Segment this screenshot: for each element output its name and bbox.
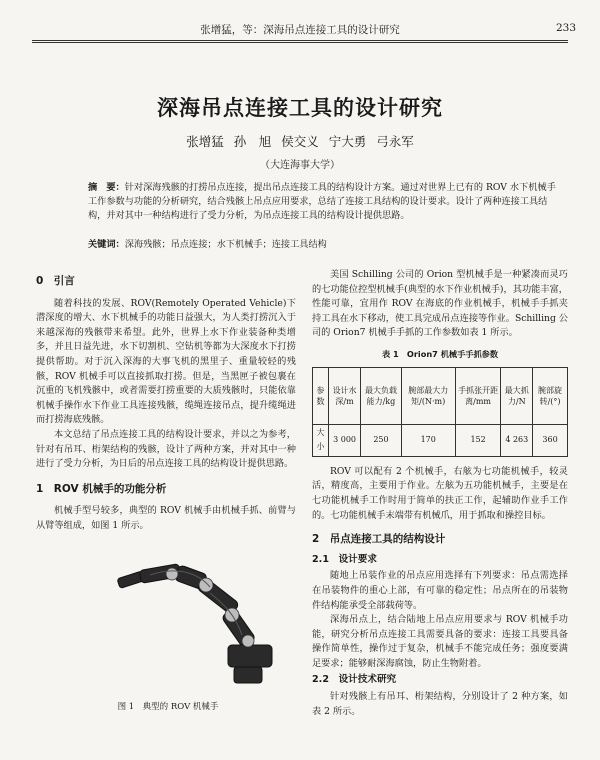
section-2-1-heading: 2.1 设计要求 [312,553,377,565]
table-header-cell: 设计水深/m [328,367,360,424]
keywords-label: 关键词： [88,239,125,250]
paragraph: 针对残骸上有吊耳、桁架结构，分别设计了 2 种方案，如表 2 所示。 [312,691,568,717]
table-header-cell: 腕部旋转/(°) [533,367,568,424]
left-column [36,272,296,534]
abstract [88,181,562,223]
header-rule-double [32,42,568,43]
table-cell: 4 263 [501,424,533,456]
table-header-cell: 手抓张开距离/mm [455,367,501,424]
table-cell: 360 [533,424,568,456]
table-row [313,424,568,456]
table-cell: 152 [455,424,501,456]
author: 弓永军 [376,134,414,149]
paragraph: 本文总结了吊点连接工具的结构设计要求，并以之为参考，针对有吊耳、桁架结构的残骸，设计了两种方案，并对其中一种进行了受力分析，为日后的吊点连接工具的结构设计提供思路。 [36,428,296,470]
table-header-cell: 最大负载能力/kg [361,367,402,424]
table-1-title: 表 1 Orion7 机械手手抓参数 [381,348,499,359]
author: 宁大勇 [328,134,367,149]
figure-1-manipulator [110,545,282,693]
page-number: 233 [555,22,576,34]
paragraph: 机械手型号较多，典型的 ROV 机械手由机械手抓、前臂与从臂等组成，如图 1 所示。 [36,505,296,531]
table-1-parameters [312,367,568,457]
table-cell: 170 [401,424,455,456]
table-header-cell: 最大抓力/N [501,367,533,424]
running-head-title: 张增猛，等：深海吊点连接工具的设计研究 [200,24,400,36]
paragraph: ROV 可以配有 2 个机械手，右舷为七功能机械手，较灵活，精度高，主要用于作业。左舷为五功能机械手，主要是在七功能机械手工作时用于简单的扶正工作，起辅助作业手工作的。七功能机械手末端带有机械爪，用于抓取和操控目标。 [312,465,568,521]
running-head [0,18,600,38]
table-header-cell: 腕部最大力矩/(N·m) [401,367,455,424]
section-1-heading: 1 ROV 机械手的功能分析 [36,482,167,495]
header-rule [32,40,568,41]
table-cell: 3 000 [328,424,360,456]
table-header-cell: 参数 [313,367,329,424]
paragraph: 随着科技的发展、ROV(Remotely Operated Vehicle)下潜深度的增大、水下机械手的功能日益强大，为人类打捞沉入于来越深海的残骸带来希望。此外，世界上水下作业装备种类增多，并且日益先进，水下切割机、空钻机等都为大深度水下打捞提供帮助。对于沉入深海的大事飞机的黑里子、重量较轻的残骸，ROV 机械手可以直接抓取打捞。但是，当黑匣子被包裹在沉重的飞机残骸中，或者需要打捞重要的大质残骸时，只能依靠机械手操作水下作业工具连接残骸，缆绳连接吊点，提升缆绳进而打捞海底残骸。 [36,297,296,426]
table-cell: 大小 [313,424,329,456]
keywords-text: 深海残骸；吊点连接；水下机械手；连接工具结构 [124,239,327,250]
author-list [0,132,600,150]
abstract-text: 针对深海残骸的打捞吊点连接，提出吊点连接工具的结构设计方案。通过对世界上已有的 ROV 水下机械手工作参数与功能的分析研究，结合残骸上吊点应用要求，总结了连接工具结构的设计要求。设计了两种连接工具结构，并对其中一种结构进行了受力分析，为吊点连接工具的结构设计提供思路。 [88,182,556,221]
paper-title: 深海吊点连接工具的设计研究 [157,95,443,120]
right-column [312,268,568,719]
abstract-label: 摘 要： [88,182,125,193]
section-2-2-heading: 2.2 设计技术研究 [312,674,397,686]
section-2-heading: 2 吊点连接工具的结构设计 [312,533,446,546]
robot-arm-illustration [110,545,282,693]
table-header-row [313,367,568,424]
paragraph: 深海吊点上，结合陆地上吊点应用要求与 ROV 机械手功能，研究分析吊点连接工具需要具备的要求：连接工具要具备操作简单性，操作过于复杂，机械手不能完成任务；强度要满足要求；能够耐深海腐蚀，防止生物附着。 [312,614,568,669]
author: 孙 旭 [233,134,272,149]
paragraph: 随地上吊装作业的吊点应用选择有下列要求：吊点需选择在吊装物件的重心上部，有可靠的稳定性；吊点所在的吊装物件结构能承受全部载荷等。 [312,570,568,611]
keywords [88,238,562,252]
paragraph: 美国 Schilling 公司的 Orion 型机械手是一种紧凑而灵巧的七功能位控型机械手(典型的水下作业机械手)，其功能丰富，性能可靠，宜用作 ROV 在海底的作业机械手，机械手手抓夹持工具在水下移动，使工具完成吊点连接等作业。Schilling 公司的 Orion7 机械手手抓的工作参数如表 1 所示。 [312,269,568,339]
section-0-heading: 0 引言 [36,275,75,287]
table-cell: 250 [361,424,402,456]
affiliation: （大连海事大学） [260,160,340,171]
author: 张增猛 [186,134,224,149]
author: 侯交义 [281,134,319,149]
figure-1-caption: 图 1 典型的 ROV 机械手 [117,702,219,712]
